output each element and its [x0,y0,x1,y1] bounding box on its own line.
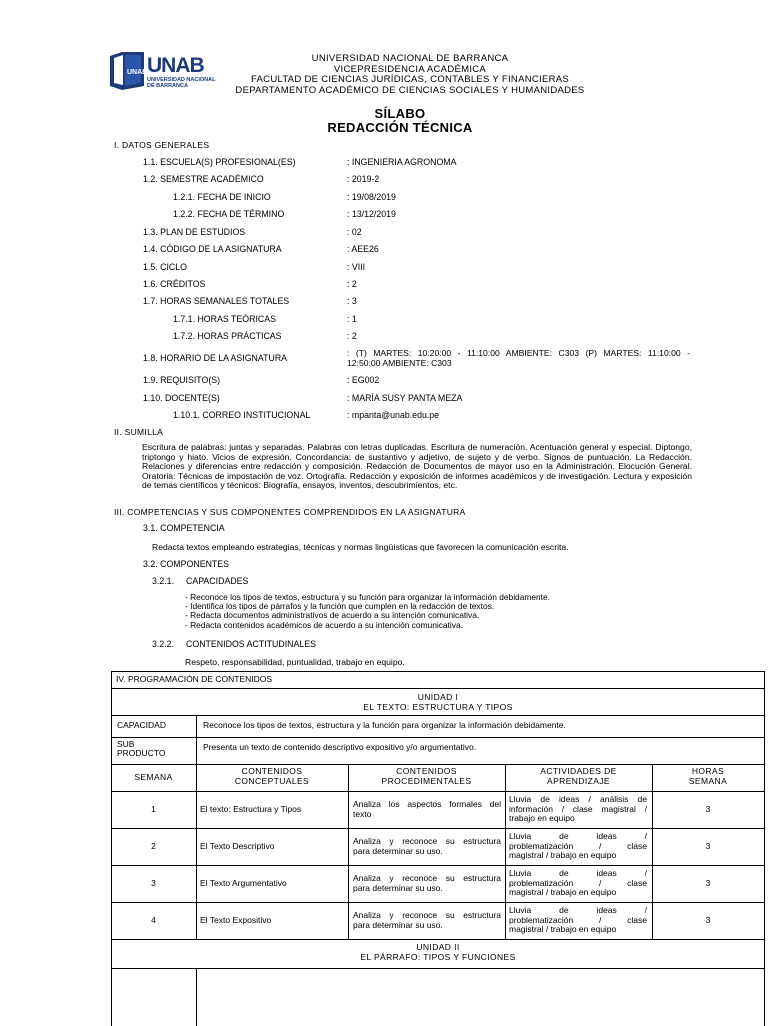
col-header-horas [652,767,764,786]
section-competencias-title: III. COMPETENCIAS Y SUS COMPONENTES COMPRENDIDOS EN LA ASIGNATURA [114,507,466,517]
row-act-line: problematización / clase [509,840,647,851]
datos-value: : mpanta@unab.edu.pe [347,410,440,420]
row-proc-line: para determinar su uso. [353,919,443,930]
actitudinales-number: 3.2.2. [152,639,175,649]
datos-label: 1.10. DOCENTE(S) [143,393,220,403]
datos-label: 1.2. SEMESTRE ACADÉMICO [143,174,264,184]
datos-label: 1.5. CICLO [143,262,188,272]
subproducto-label-1: SUB [117,739,135,749]
row-semana: 1 [151,804,156,814]
capacidad-text: Reconoce los tipos de textos, estructura y la función para organizar la información debidamente. [203,720,566,730]
datos-label: 1.4. CÓDIGO DE LA ASIGNATURA [143,244,282,254]
row-proc-line: Analiza y reconoce su estructura [353,836,501,846]
datos-label: 1.8. HORARIO DE LA ASIGNATURA [143,353,288,363]
row-act-line: Lluvia de ideas / [509,905,647,915]
col-header-actividades-2: APRENDIZAJE [547,775,610,786]
row-actividades [509,795,647,824]
capacidad-item: - Redacta contenidos académicos de acuerdo a su intención comunicativa. [185,619,463,630]
row-semana: 2 [151,841,156,851]
competencia-title: 3.1. COMPETENCIA [143,523,225,533]
subproducto-text: Presenta un texto de contenido descriptivo expositivo y/o argumentativo. [203,742,477,752]
col-header-procedimentales-2: PROCEDIMENTALES [381,775,472,786]
col-header-semana: SEMANA [134,772,173,782]
capacidad-item: - Redacta documentos administrativos de acuerdo a su intención comunicativa. [185,610,480,621]
unit-1-number: UNIDAD I [417,692,459,702]
subproducto-label-2: PRODUCTO [117,748,166,758]
row-horas: 3 [705,804,711,814]
datos-value: : 1 [347,314,357,324]
unit-1-name: EL TEXTO: ESTRUCTURA Y TIPOS [363,701,513,712]
row-procedimental [353,874,501,893]
datos-label: 1.9. REQUISITO(S) [143,375,221,385]
col-header-conceptuales-1: CONTENIDOS [241,766,303,776]
col-header-horas-2: SEMANA [688,775,728,786]
row-procedimental [353,911,501,930]
datos-value: : 19/08/2019 [347,192,396,202]
row-act-line: problematización / clase [509,914,647,925]
institution-header [200,54,620,96]
row-semana: 3 [151,878,156,888]
unit-2-name: EL PÁRRAFO: TIPOS Y FUNCIONES [360,951,516,962]
row-proc-line: para determinar su uso. [353,845,443,856]
row-act-line: Lluvia de ideas / [509,831,647,841]
row-conceptual: El texto: Estructura y Tipos [200,804,302,814]
datos-value: : VIII [347,262,366,272]
section-datos-generales-title: I. DATOS GENERALES [114,140,210,150]
datos-value: : 13/12/2019 [347,209,396,219]
datos-label: 1.10.1. CORREO INSTITUCIONAL [173,410,311,420]
datos-value: : AEE26 [347,244,379,254]
subproducto-label [117,740,166,758]
unit-1-heading [111,693,765,712]
svg-text:UNIVERSIDAD NACIONAL: UNIVERSIDAD NACIONAL [147,77,216,83]
datos-value: : INGENIERIA AGRONOMA [347,157,457,167]
title-course: REDACCIÓN TÉCNICA [327,120,473,135]
row-actividades [509,906,647,935]
programacion-table [111,671,765,1026]
capacidad-label: CAPACIDAD [117,720,166,730]
title-silabo: SÍLABO [374,106,426,121]
row-semana: 4 [151,915,156,925]
capacidades-title: CAPACIDADES [186,576,249,586]
row-proc-line: Analiza y reconoce su estructura [353,873,501,883]
row-horas: 3 [705,915,711,925]
horario-line-2: 12:50:00 AMBIENTE: C303 [347,357,452,368]
col-header-procedimentales [348,767,505,786]
datos-label: 1.1. ESCUELA(S) PROFESIONAL(ES) [143,157,296,167]
row-actividades [509,832,647,861]
row-act-line: Lluvia de ideas / análisis de [509,794,647,804]
datos-value: : 2019-2 [347,174,380,184]
capacidades-list [185,593,635,630]
datos-label: 1.2.1. FECHA DE INICIO [173,192,271,202]
row-act-line: problematización / clase [509,877,647,888]
row-procedimental [353,837,501,856]
datos-value: : EG002 [347,375,380,385]
actitudinales-title: CONTENIDOS ACTITUDINALES [186,639,317,649]
col-header-conceptuales-2: CONCEPTUALES [234,775,310,786]
datos-value: : 3 [347,296,357,306]
header-line-3: FACULTAD DE CIENCIAS JURÍDICAS, CONTABLES Y FINANCIERAS [250,74,570,85]
capacidad-item: - Identifica los tipos de párrafos y la función que cumplen en la redacción de textos. [185,601,495,612]
row-act-line: trabajo en equipo [509,813,575,823]
datos-label: 1.6. CRÉDITOS [143,279,206,289]
row-act-line: magistral / trabajo en equipo [509,924,617,934]
datos-label: 1.7.2. HORAS PRÁCTICAS [173,331,282,341]
datos-value: : MARÍA SUSY PANTA MEZA [347,393,463,403]
unit-2-number: UNIDAD II [416,942,460,952]
row-conceptual: El Texto Expositivo [200,915,272,925]
col-header-conceptuales [196,767,348,786]
datos-label: 1.7.1. HORAS TEÓRICAS [173,314,276,324]
row-horas: 3 [705,841,711,851]
datos-label: 1.2.2. FECHA DE TÉRMINO [173,209,285,219]
row-conceptual: El Texto Argumentativo [200,878,287,888]
unit-2-heading [111,943,765,962]
datos-label: 1.3. PLAN DE ESTUDIOS [143,227,246,237]
header-line-1: UNIVERSIDAD NACIONAL DE BARRANCA [311,53,509,64]
document-title [300,107,500,135]
datos-value: : 02 [347,227,362,237]
actitudinales-text: Respeto, responsabilidad, puntualidad, trabajo en equipo. [185,657,405,667]
row-proc-line: texto [353,808,372,819]
sumilla-text: Escritura de palabras: juntas y separadas. Palabras con letras duplicadas. Escritura de numeración. Acentuación general y especial. Diptongo, triptongo y hiato. Vicios de expresión. Concordancia: de sustantivo y adjetivo, de sujeto y de verbo. Signos de puntuación. La Redacción. Relaciones y diferencias entre redacción y composición. Redacción de Documentos de mayor uso en la Administración. Elocución General. Oratoria: Técnicas de impostación de voz. Ortografía. Redacción y exposición de informes académicos y de investigación. Lectura y exposición de temas científicos y técnicos: Biografía, ensayos, inventos, descubrimientos, etc. [142,442,692,491]
row-procedimental [353,800,501,819]
row-act-line: Lluvia de ideas / [509,868,647,878]
col-header-actividades-1: ACTIVIDADES DE [540,766,617,776]
col-header-horas-1: HORAS [691,766,725,776]
capacidad-item: - Reconoce los tipos de textos, estructura y su función para organizar la información debidamente. [185,592,550,602]
competencia-text: Redacta textos empleando estrategias, técnicas y normas lingüísticas que favorecen la comunicación escrita. [152,542,569,552]
svg-text:DE BARRANCA: DE BARRANCA [147,83,188,89]
col-header-actividades [505,767,652,786]
horario-value [347,349,690,368]
col-header-procedimentales-1: CONTENIDOS [396,766,457,776]
header-line-4: DEPARTAMENTO ACADÉMICO DE CIENCIAS SOCIALES Y HUMANIDADES [235,84,585,96]
row-proc-line: Analiza y reconoce su estructura [353,910,501,920]
componentes-title: 3.2. COMPONENTES [143,559,230,569]
row-proc-line: Analiza los aspectos formales del [353,799,501,809]
datos-value: : 2 [347,279,357,289]
svg-text:UNAB: UNAB [127,69,148,76]
capacidades-number: 3.2.1. [152,576,175,586]
programacion-title: IV. PROGRAMACIÓN DE CONTENIDOS [116,674,273,684]
row-act-line: magistral / trabajo en equipo [509,850,617,860]
datos-label: 1.7. HORAS SEMANALES TOTALES [143,296,290,306]
svg-text:UNAB: UNAB [147,54,204,77]
row-horas: 3 [705,878,711,888]
row-proc-line: para determinar su uso. [353,882,443,893]
section-sumilla-title: II. SUMILLA [114,427,164,437]
row-act-line: magistral / trabajo en equipo [509,887,617,897]
header-line-2: VICEPRESIDENCIA ACADÉMICA [333,63,487,75]
row-actividades [509,869,647,898]
datos-value: : 2 [347,331,357,341]
row-conceptual: El Texto Descriptivo [200,841,275,851]
row-act-line: información / clase magistral / [509,803,647,814]
horario-line-1: : (T) MARTES: 10:20:00 - 11:10:00 AMBIENTE: C303 (P) MARTES: 11:10:00 - [347,348,690,358]
